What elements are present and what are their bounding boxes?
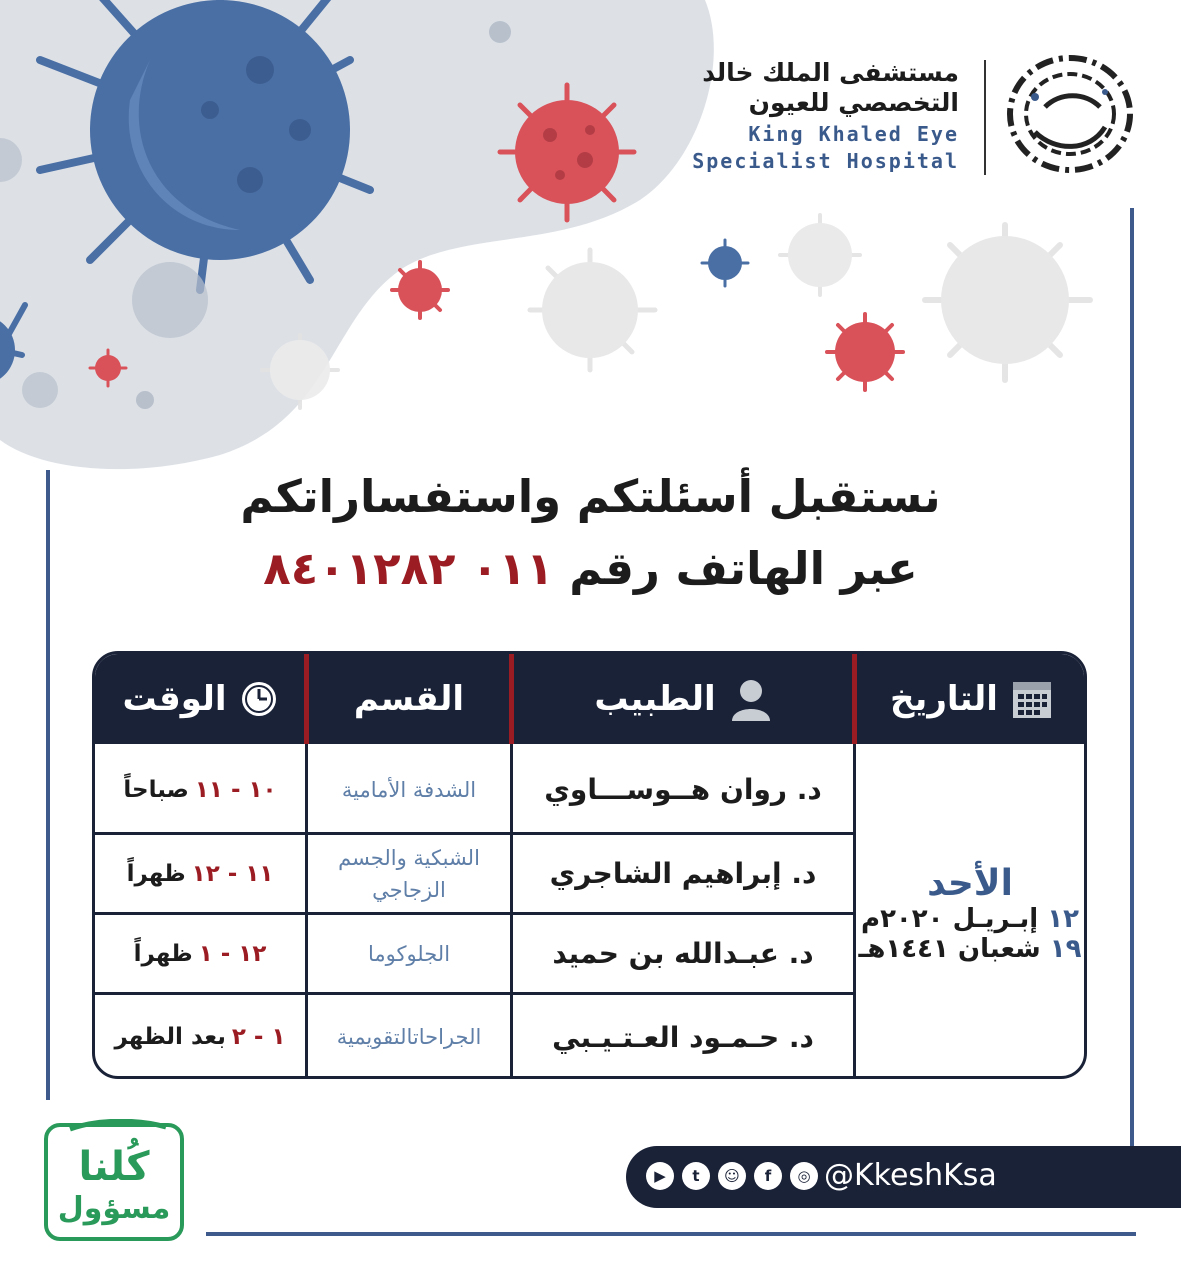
youtube-icon[interactable]: ▶ (646, 1162, 674, 1190)
frame-bottom-line (206, 1232, 1136, 1236)
time-slot (95, 995, 305, 1079)
facebook-icon[interactable]: f (754, 1162, 782, 1190)
user-icon (728, 677, 774, 721)
time-slot (95, 835, 305, 912)
hospital-name-ar-line1: مستشفى الملك خالد (702, 58, 959, 87)
doctor-name: د. حـمـود العـتـيـبي (552, 1020, 814, 1054)
social-handle[interactable]: @KkeshKsa (824, 1158, 997, 1193)
doctor-name: د. عبـدالله بن حميد (552, 937, 814, 970)
date-hijri-num: ١٩ (1049, 933, 1082, 964)
header-department-label: القسم (353, 679, 465, 719)
small-red-virus-icon (392, 262, 448, 318)
time-slot (95, 915, 305, 992)
department-name: الشدفة الأمامية (341, 777, 477, 802)
date-cell (856, 747, 1084, 1079)
doctor-name: د. إبراهيم الشاجري (549, 857, 817, 890)
headline-line2 (0, 540, 1181, 598)
twitter-icon[interactable]: t (682, 1162, 710, 1190)
time-range: ١ - ٢ (231, 1024, 286, 1050)
schedule-table (92, 651, 1087, 1079)
badge-top-stroke (68, 1119, 168, 1133)
virus-illustration (0, 0, 1181, 480)
department-name: الجراحاتالتقويمية (336, 1025, 482, 1049)
hospital-name-en-line2: Specialist Hospital (692, 149, 959, 173)
header-doctor (514, 654, 854, 744)
time-range: ١٢ - ١ (198, 940, 267, 967)
date-gregorian-num: ١٢ (1047, 903, 1080, 934)
time-label: ظهراً (133, 940, 193, 967)
headline-line1: نستقبل أسئلتكم واستفساراتكم (240, 470, 941, 523)
department-name: الشبكية والجسم الزجاجي (338, 845, 480, 902)
header-time (95, 654, 306, 744)
department-name: الجلوكوما (367, 941, 451, 966)
badge-line2: مسؤول (57, 1191, 171, 1226)
large-gray-virus-icon (925, 225, 1090, 380)
time-range: ١٠ - ١١ (194, 776, 277, 803)
date-day: الأحد (927, 862, 1013, 904)
hospital-name-en-line1: King Khaled Eye (748, 122, 959, 146)
phone-number[interactable]: ٠١١ ٨٤٠١٢٨٢ (263, 542, 554, 595)
gray-virus-icon-2 (780, 215, 860, 295)
right-red-virus-icon (827, 314, 903, 390)
frame-right-line (1130, 208, 1134, 1148)
header-department (309, 654, 509, 744)
date-hijri (858, 934, 1081, 964)
time-label: صباحاً (123, 776, 189, 803)
badge-line1: كُلنا (78, 1144, 150, 1190)
clock-icon (239, 679, 279, 719)
logo-divider (984, 60, 986, 175)
header-doctor-label: الطبيب (594, 679, 716, 719)
calligraphy-emblem-icon (1005, 52, 1135, 177)
header-time-label: الوقت (122, 679, 227, 719)
calendar-icon (1010, 677, 1054, 721)
time-label: ظهراً (126, 860, 186, 887)
gray-virus-icon (530, 250, 655, 370)
date-gregorian (861, 904, 1079, 934)
red-virus-icon (500, 85, 634, 220)
date-gregorian-text: إبـريـل ٢٠٢٠م (861, 903, 1039, 934)
doctor-name: د. روان هــوســـاوي (544, 773, 822, 806)
date-hijri-text: شعبان ١٤٤١هـ (858, 933, 1041, 964)
instagram-icon[interactable]: ◎ (790, 1162, 818, 1190)
headline-line2-prefix: عبر الهاتف رقم (569, 542, 918, 595)
time-slot (95, 747, 305, 832)
hospital-name-ar-line2: التخصصي للعيون (748, 88, 959, 117)
header-date-label: التاريخ (890, 679, 998, 719)
snapchat-icon[interactable]: ☺ (718, 1162, 746, 1190)
time-range: ١١ - ١٢ (191, 860, 274, 887)
time-label: بعد الظهر (114, 1024, 226, 1050)
header-date (857, 654, 1087, 744)
small-blue-virus-icon (702, 240, 748, 286)
campaign-badge (44, 1123, 184, 1241)
